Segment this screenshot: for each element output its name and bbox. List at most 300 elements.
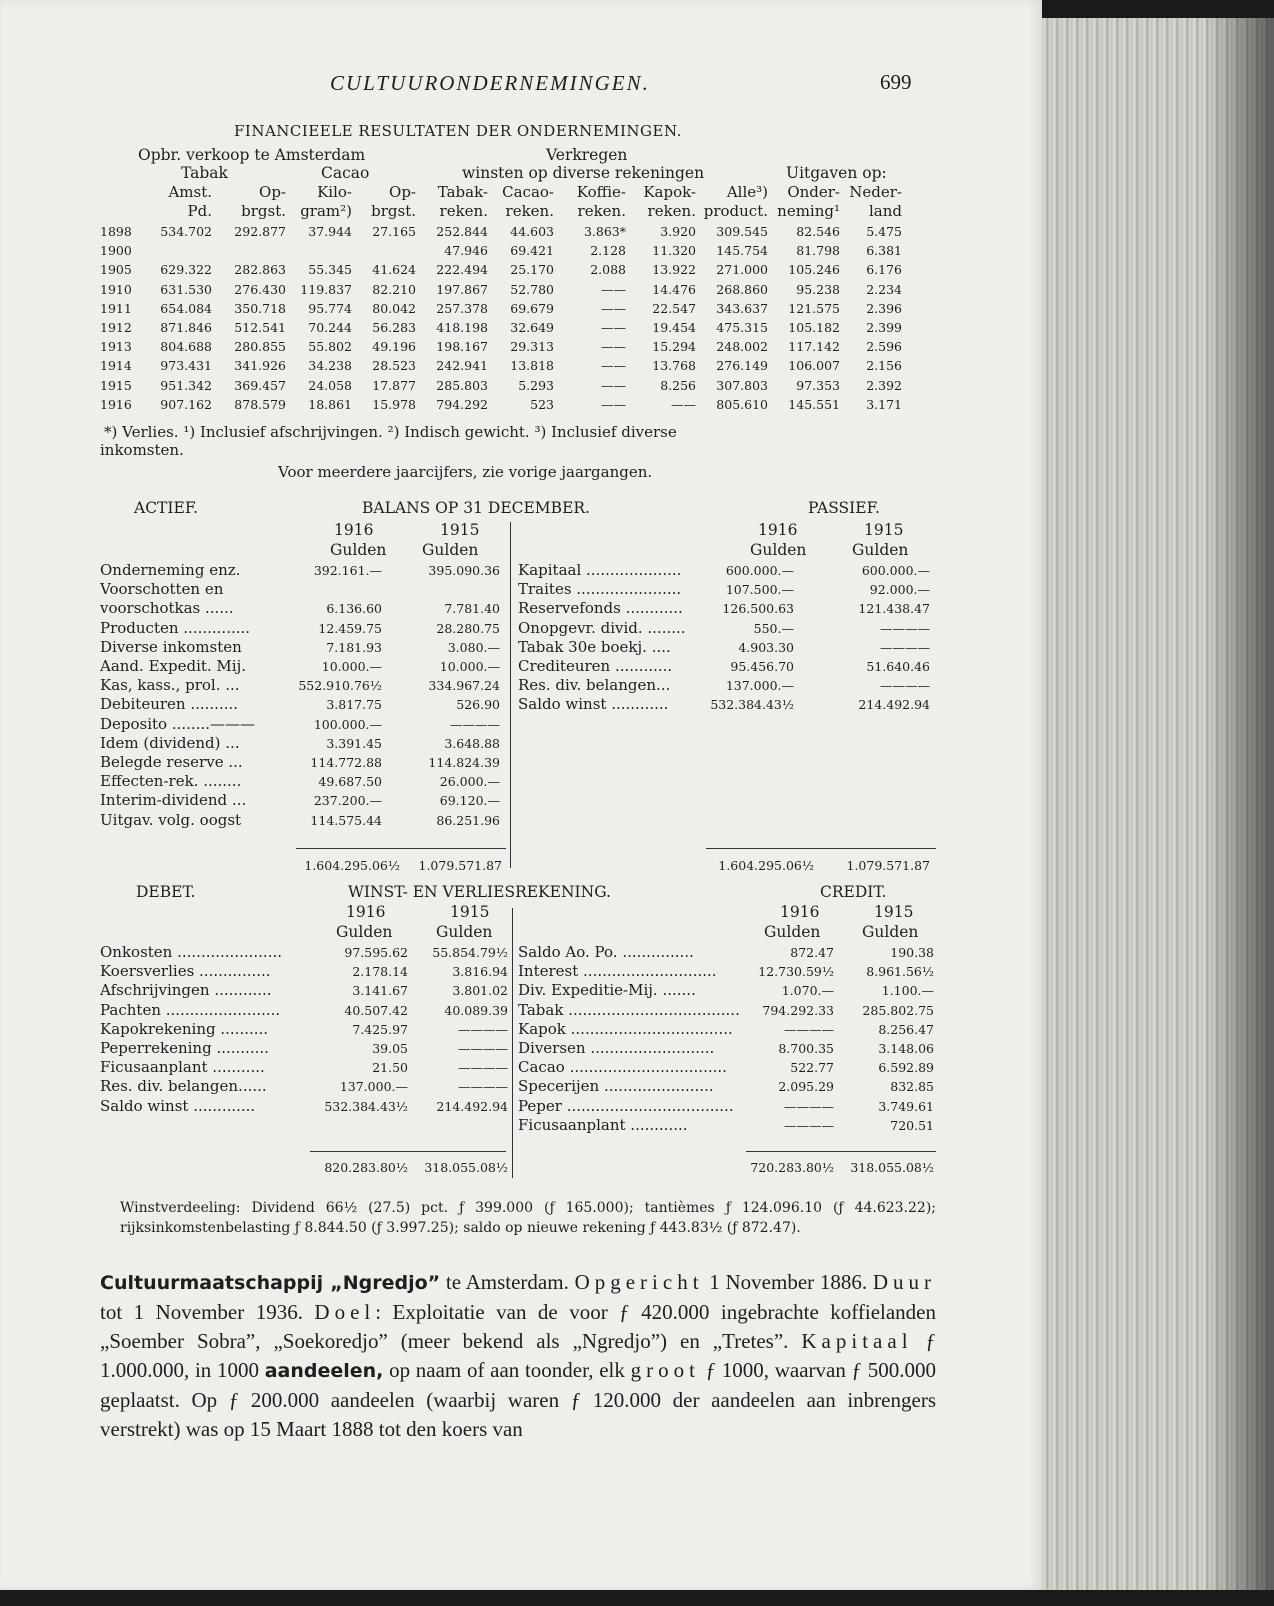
results-cell: 55.802	[308, 339, 352, 355]
credit-label: Diversen ..........................	[518, 1039, 715, 1057]
passief-value-1916: 126.500.63	[722, 601, 794, 617]
balance-total-passief-1916: 1.604.295.06½	[718, 858, 814, 873]
results-cell: 973.431	[160, 358, 212, 374]
debet-value-1916: 2.178.14	[352, 964, 408, 980]
passief-label: Tabak 30e boekj. ....	[518, 637, 671, 656]
results-cell: 56.283	[372, 320, 416, 335]
results-cell: ——	[601, 339, 626, 355]
results-cell: 18.861	[308, 396, 352, 412]
actief-label: Idem (dividend) ...	[100, 733, 240, 752]
pl-totals	[0, 1158, 1042, 1177]
credit-value-1916: 8.700.35	[778, 1041, 834, 1056]
passief-label: Res. div. belangen...	[518, 676, 671, 695]
passief-value-1916: 600.000.—	[725, 563, 794, 578]
results-cell: 14.476	[652, 281, 696, 297]
actief-value-1915: 28.280.75	[436, 620, 500, 636]
results-row	[100, 260, 940, 279]
actief-label: Effecten-rek. ........	[100, 772, 242, 791]
actief-value-1915: 114.824.39	[428, 755, 500, 770]
passief-value-1916: 532.384.43½	[710, 697, 794, 713]
passief-row	[0, 695, 1042, 714]
results-column-header-1	[100, 183, 940, 202]
results-row	[100, 241, 940, 260]
results-cell: 47.946	[444, 243, 488, 259]
actief-label: Voorschotten en	[100, 580, 224, 599]
passief-label: Onopgevr. divid. ........	[518, 618, 686, 637]
actief-label: Aand. Expedit. Mij.	[100, 657, 247, 675]
debet-value-1916: 3.141.67	[352, 983, 408, 999]
actief-label: voorschotkas ......	[100, 599, 234, 618]
results-cell: 252.844	[436, 224, 488, 239]
credit-value-1916: ————	[784, 1021, 834, 1037]
credit-row	[0, 1039, 1042, 1058]
results-cell: 5.475	[866, 224, 902, 239]
credit-value-1916: ————	[784, 1098, 834, 1114]
debet-label: Afschrijvingen ............	[100, 981, 272, 1000]
label-groot: groot	[630, 1358, 700, 1382]
text-plaatsing: ƒ 1000, waarvan ƒ 500.000 geplaatst. Op ƒ 200.000 aandeelen (waarbij waren ƒ 120.000 der aandeelen aan inbrengers verstrekt) was op 15 Maart 1888 tot den koers van	[100, 1358, 937, 1441]
pl-unit-right-1: Gulden	[764, 923, 821, 941]
credit-label: Div. Expeditie-Mij. .......	[518, 981, 696, 1000]
credit-value-1915: 8.961.56½	[866, 964, 934, 980]
actief-label: Deposito ........———	[100, 714, 256, 733]
pl-year-right-2: 1915	[874, 903, 914, 921]
actief-value-1915: 26.000.—	[439, 774, 500, 790]
results-cell: 95.238	[796, 281, 840, 297]
page-number: 699	[880, 70, 912, 94]
results-cell: 271.000	[716, 262, 768, 278]
results-cell: 2.156	[866, 358, 902, 374]
results-title: FINANCIEELE RESULTATEN DER ONDERNEMINGEN.	[234, 122, 682, 140]
results-col-head: Pd.	[187, 202, 212, 220]
debet-value-1916: 39.05	[372, 1041, 408, 1056]
credit-value-1915: 720.51	[890, 1117, 934, 1133]
results-group-winsten: winsten op diverse rekeningen	[462, 164, 705, 182]
actief-label: Kas, kass., prol. ...	[100, 676, 240, 695]
credit-value-1915: 1.100.—	[881, 983, 934, 999]
balance-year-right-2: 1915	[864, 521, 904, 539]
debet-value-1915: 3.816.94	[452, 964, 508, 980]
results-cell: 629.322	[160, 262, 212, 278]
actief-value-1916: 7.181.93	[326, 639, 382, 655]
debet-label: Saldo winst .............	[100, 1096, 256, 1115]
actief-value-1915: 10.000.—	[439, 659, 500, 674]
actief-label: Diverse inkomsten	[100, 637, 242, 656]
balance-totals	[0, 856, 1042, 875]
credit-label: Cacao .................................	[518, 1058, 727, 1077]
results-cell: 3.863*	[583, 224, 626, 239]
value-duur: tot 1 November 1936.	[100, 1300, 315, 1324]
results-cell: ——	[601, 320, 626, 335]
actief-value-1916: 552.910.76½	[298, 678, 382, 694]
results-cell: 15.294	[652, 339, 696, 355]
balance-year-right-1: 1916	[758, 521, 798, 539]
results-footnote: *) Verlies. ¹) Inclusief afschrijvingen. ²) Indisch gewicht. ³) Inclusief diverse	[104, 423, 677, 441]
results-cell: 28.523	[372, 358, 416, 374]
results-cell: 82.210	[372, 281, 416, 297]
results-cell: 29.313	[510, 339, 554, 355]
results-cell: 475.315	[716, 320, 768, 335]
results-cell: 19.454	[652, 320, 696, 335]
results-group-uitgaven: Uitgaven op:	[786, 164, 887, 182]
credit-value-1916: ————	[784, 1117, 834, 1133]
results-cell: 27.165	[372, 224, 416, 239]
balance-unit-right-1: Gulden	[750, 541, 807, 559]
results-cell: 3.171	[866, 396, 902, 412]
passief-value-1915: 214.492.94	[858, 697, 930, 713]
pl-year-right-1: 1916	[780, 903, 820, 921]
results-sub-cacao: Cacao	[321, 164, 370, 182]
debet-label: Kapokrekening ..........	[100, 1019, 269, 1038]
results-cell: 309.545	[716, 224, 768, 239]
results-row	[100, 280, 940, 299]
results-cell: 5.293	[518, 377, 554, 393]
label-opgericht: Opgericht	[574, 1270, 704, 1294]
results-col-head: reken.	[439, 202, 488, 220]
credit-value-1916: 12.730.59½	[758, 964, 834, 980]
actief-value-1915: 69.120.—	[439, 793, 500, 809]
passief-value-1915: ————	[880, 620, 930, 636]
pl-total-rule-left	[310, 1151, 506, 1152]
actief-row	[0, 753, 1042, 772]
results-cell: 69.421	[510, 243, 554, 259]
results-cell: 794.292	[436, 396, 488, 412]
passief-label: Kapitaal ....................	[518, 561, 682, 579]
results-cell: 242.941	[436, 358, 488, 374]
actief-row	[0, 734, 1042, 753]
credit-value-1916: 522.77	[790, 1060, 834, 1076]
actief-value-1915: 334.967.24	[428, 678, 500, 694]
passief-value-1916: 95.456.70	[730, 659, 794, 674]
results-cell: 24.058	[308, 377, 352, 393]
debet-value-1916: 137.000.—	[339, 1079, 408, 1095]
credit-label: Specerijen .......................	[518, 1077, 714, 1096]
company-paragraph	[100, 1268, 936, 1444]
results-cell: 119.837	[300, 281, 352, 297]
results-col-head: reken.	[647, 202, 696, 220]
credit-value-1916: 1.070.—	[781, 983, 834, 999]
results-cell: 37.944	[308, 224, 352, 239]
results-col-head: Op-	[259, 183, 286, 201]
results-cell: 804.688	[160, 339, 212, 355]
results-cell: 17.877	[372, 377, 416, 393]
actief-value-1915: 395.090.36	[428, 563, 500, 578]
credit-value-1916: 2.095.29	[778, 1079, 834, 1095]
debet-label: Onkosten ......................	[100, 943, 283, 961]
actief-value-1915: 3.648.88	[444, 735, 500, 751]
results-cell: 49.196	[372, 339, 416, 355]
results-cell: 512.541	[234, 320, 286, 335]
passief-value-1916: 550.—	[753, 620, 794, 636]
results-cell: 52.780	[510, 281, 554, 297]
results-cell: 105.246	[788, 262, 840, 278]
results-col-head: Kapok-	[643, 183, 696, 201]
results-cell: 2.392	[866, 377, 902, 393]
results-cell: 121.575	[788, 300, 840, 316]
results-col-head: Kilo-	[317, 183, 352, 201]
see-previous-years-note: Voor meerdere jaarcijfers, zie vorige jaargangen.	[278, 463, 653, 481]
results-cell: ——	[601, 300, 626, 316]
label-duur: Duur	[872, 1270, 937, 1294]
results-year: 1911	[100, 300, 132, 316]
credit-value-1915: 3.148.06	[878, 1041, 934, 1056]
pl-total-rule-right	[746, 1151, 936, 1152]
results-col-head: Koffie-	[576, 183, 626, 201]
balance-year-left-1: 1916	[334, 521, 374, 539]
results-cell: 534.702	[160, 224, 212, 239]
passief-label: Reservefonds ............	[518, 599, 683, 618]
balance-total-rule-right	[706, 848, 936, 849]
results-col-head: Onder-	[787, 183, 840, 201]
results-cell: 350.718	[234, 300, 286, 316]
results-cell: 41.624	[372, 262, 416, 278]
results-year: 1910	[100, 281, 132, 297]
results-group-verkregen: Verkregen	[546, 146, 628, 164]
pl-credit-heading: CREDIT.	[820, 883, 887, 901]
results-cell: 13.922	[652, 262, 696, 278]
results-row	[100, 318, 940, 337]
results-col-head: Alle³)	[726, 183, 768, 201]
credit-label: Tabak ....................................	[518, 1000, 740, 1019]
debet-label: Peperrekening ...........	[100, 1039, 269, 1057]
results-cell: 276.149	[716, 358, 768, 374]
value-opgericht: 1 November 1886.	[703, 1270, 873, 1294]
credit-row	[0, 943, 1042, 962]
debet-value-1916: 532.384.43½	[324, 1098, 408, 1114]
label-aandeelen: aandeelen,	[264, 1360, 384, 1382]
results-row	[100, 395, 940, 414]
results-cell: 276.430	[234, 281, 286, 297]
actief-label: Uitgav. volg. oogst	[100, 810, 242, 829]
debet-value-1915: 40.089.39	[444, 1002, 508, 1018]
label-kapitaal: Kapitaal	[801, 1329, 913, 1353]
results-cell: 117.142	[788, 339, 840, 355]
actief-row	[0, 715, 1042, 734]
debet-label: Pachten ........................	[100, 1000, 281, 1019]
results-cell: 2.396	[866, 300, 902, 316]
results-cell: 292.877	[234, 224, 286, 239]
results-cell: 13.768	[652, 358, 696, 374]
credit-value-1915: 832.85	[890, 1079, 934, 1095]
results-col-head: gram²)	[300, 202, 352, 220]
pl-unit-right-2: Gulden	[862, 923, 919, 941]
debet-value-1915: ————	[458, 1041, 508, 1056]
credit-row	[0, 962, 1042, 981]
results-year: 1916	[100, 396, 132, 412]
results-cell: 248.002	[716, 339, 768, 355]
results-row	[100, 376, 940, 395]
results-cell: 55.345	[308, 262, 352, 278]
results-cell: 907.162	[160, 396, 212, 412]
results-cell: 145.551	[788, 396, 840, 412]
results-cell: 69.679	[510, 300, 554, 316]
results-col-head: Tabak-	[437, 183, 488, 201]
actief-label: Belegde reserve ...	[100, 753, 243, 771]
debet-label: Koersverlies ...............	[100, 962, 271, 981]
results-cell: 871.846	[160, 320, 212, 335]
credit-row	[0, 1058, 1042, 1077]
results-cell: 34.238	[308, 358, 352, 374]
pl-debet-heading: DEBET.	[136, 883, 196, 901]
pl-year-left-1: 1916	[346, 903, 386, 921]
debet-value-1915: 55.854.79½	[432, 945, 508, 960]
passief-label: Traites ......................	[518, 580, 682, 599]
company-name: Cultuurmaatschappij „Ngredjo”	[100, 1272, 441, 1294]
results-col-head: land	[868, 202, 902, 220]
results-cell: 95.774	[308, 300, 352, 316]
results-col-head: Neder-	[849, 183, 902, 201]
results-cell: 343.637	[716, 300, 768, 316]
results-col-head: reken.	[577, 202, 626, 220]
credit-row	[0, 1116, 1042, 1135]
debet-value-1916: 97.595.62	[344, 945, 408, 960]
balance-total-actief-1915: 1.079.571.87	[418, 858, 502, 873]
actief-value-1915: ————	[450, 716, 500, 732]
passief-value-1916: 107.500.—	[725, 582, 794, 598]
results-cell: 222.494	[436, 262, 488, 278]
results-cell: 25.170	[510, 262, 554, 278]
results-year: 1912	[100, 320, 132, 335]
credit-value-1915: 8.256.47	[878, 1021, 934, 1037]
balance-year-left-2: 1915	[440, 521, 480, 539]
results-cell: 105.182	[788, 320, 840, 335]
pl-total-credit-1916: 720.283.80½	[750, 1160, 834, 1175]
actief-value-1915: 86.251.96	[436, 812, 500, 828]
credit-value-1915: 3.749.61	[878, 1098, 934, 1114]
results-cell: 523	[530, 396, 554, 412]
results-year: 1915	[100, 377, 132, 393]
actief-value-1916: 237.200.—	[313, 793, 382, 809]
pl-year-left-2: 1915	[450, 903, 490, 921]
debet-value-1916: 21.50	[372, 1060, 408, 1076]
credit-row	[0, 1020, 1042, 1039]
debet-label: Ficusaanplant ...........	[100, 1058, 265, 1077]
balance-unit-left-2: Gulden	[422, 541, 479, 559]
actief-label: Interim-dividend ...	[100, 791, 247, 810]
actief-value-1916: 49.687.50	[318, 774, 382, 790]
results-cell: 2.596	[866, 339, 902, 355]
credit-value-1916: 872.47	[790, 945, 834, 960]
passief-value-1915: ————	[880, 639, 930, 655]
results-col-head: Op-	[389, 183, 416, 201]
results-cell: 6.381	[866, 243, 902, 259]
text-aandeelen: op naam of aan toonder, elk	[383, 1358, 631, 1382]
pl-total-credit-1915: 318.055.08½	[850, 1160, 934, 1175]
balance-total-rule-left	[296, 848, 506, 849]
results-cell: 145.754	[716, 243, 768, 259]
pl-title: WINST- EN VERLIESREKENING.	[348, 883, 611, 901]
results-cell: 268.860	[716, 281, 768, 297]
balance-passief-heading: PASSIEF.	[808, 499, 880, 517]
results-cell: 44.603	[510, 224, 554, 239]
results-cell: 280.855	[234, 339, 286, 355]
balance-actief-heading: ACTIEF.	[134, 499, 199, 517]
passief-value-1915: 51.640.46	[866, 659, 930, 674]
results-cell: 82.546	[796, 224, 840, 239]
actief-value-1915: 3.080.—	[447, 639, 500, 655]
results-year: 1913	[100, 339, 132, 355]
debet-value-1916: 7.425.97	[352, 1021, 408, 1037]
company-location: te Amsterdam.	[440, 1270, 575, 1294]
results-col-head: product.	[703, 202, 768, 220]
results-row	[100, 337, 940, 356]
actief-value-1916: 6.136.60	[326, 601, 382, 617]
results-cell: 369.457	[234, 377, 286, 393]
credit-row	[0, 981, 1042, 1000]
value-doel: : Exploitatie van de voor ƒ 420.000 ingebrachte koffielanden „Soember Sobra”, „Soekoredjo” (meer bekend als „Ngredjo”) en „Tretes”.	[100, 1300, 937, 1353]
passief-label: Saldo winst ............	[518, 695, 669, 714]
balance-title: BALANS OP 31 DECEMBER.	[362, 499, 590, 517]
passief-label: Crediteuren ............	[518, 657, 673, 675]
results-row	[100, 356, 940, 375]
actief-label: Debiteuren ..........	[100, 695, 239, 714]
credit-label: Peper ...................................	[518, 1096, 734, 1115]
results-cell: 951.342	[160, 377, 212, 393]
results-cell: 878.579	[234, 396, 286, 412]
results-cell: 631.530	[160, 281, 212, 297]
credit-label: Saldo Ao. Po. ...............	[518, 943, 694, 961]
actief-value-1916: 114.575.44	[310, 812, 382, 828]
results-cell: 3.920	[660, 224, 696, 239]
actief-row	[0, 772, 1042, 791]
results-cell: 282.863	[234, 262, 286, 278]
results-cell: 11.320	[652, 243, 696, 259]
results-cell: 81.798	[796, 243, 840, 259]
passief-row	[0, 676, 1042, 695]
results-cell: 2.088	[590, 262, 626, 278]
actief-value-1916: 3.817.75	[326, 697, 382, 713]
passief-value-1916: 4.903.30	[738, 639, 794, 655]
actief-value-1916: 100.000.—	[313, 716, 382, 732]
results-row	[100, 222, 940, 241]
credit-value-1916: 794.292.33	[762, 1002, 834, 1018]
results-col-head: brgst.	[241, 202, 286, 220]
passief-value-1915: 121.438.47	[858, 601, 930, 617]
actief-value-1916: 3.391.45	[326, 735, 382, 751]
results-cell: 13.818	[510, 358, 554, 374]
passief-row	[0, 580, 1042, 599]
label-doel: Doel	[314, 1300, 376, 1324]
actief-value-1915: 526.90	[456, 697, 500, 713]
results-cell: 654.084	[160, 300, 212, 316]
results-cell: 2.128	[590, 243, 626, 259]
credit-label: Interest ............................	[518, 962, 717, 981]
results-row	[100, 299, 940, 318]
actief-value-1916: 12.459.75	[318, 620, 382, 636]
results-cell: ——	[601, 396, 626, 412]
results-cell: 257.378	[436, 300, 488, 316]
results-col-head: brgst.	[371, 202, 416, 220]
pl-total-debet-1915: 318.055.08½	[424, 1160, 508, 1175]
actief-row	[0, 811, 1042, 830]
results-cell: 80.042	[372, 300, 416, 316]
passief-value-1915: ————	[880, 678, 930, 694]
book-page-edges	[1042, 18, 1274, 1590]
passief-row	[0, 619, 1042, 638]
results-year: 1914	[100, 358, 132, 374]
results-col-head: Cacao-	[502, 183, 554, 201]
debet-label: Res. div. belangen......	[100, 1077, 267, 1096]
debet-value-1915: 3.801.02	[452, 983, 508, 999]
results-cell: 15.978	[372, 396, 416, 412]
results-year: 1900	[100, 243, 132, 259]
credit-row	[0, 1077, 1042, 1096]
debet-value-1915: ————	[458, 1079, 508, 1095]
results-sub-tabak: Tabak	[181, 164, 228, 182]
results-group-amsterdam: Opbr. verkoop te Amsterdam	[138, 146, 366, 164]
passief-row	[0, 657, 1042, 676]
credit-label: Ficusaanplant ............	[518, 1115, 688, 1134]
